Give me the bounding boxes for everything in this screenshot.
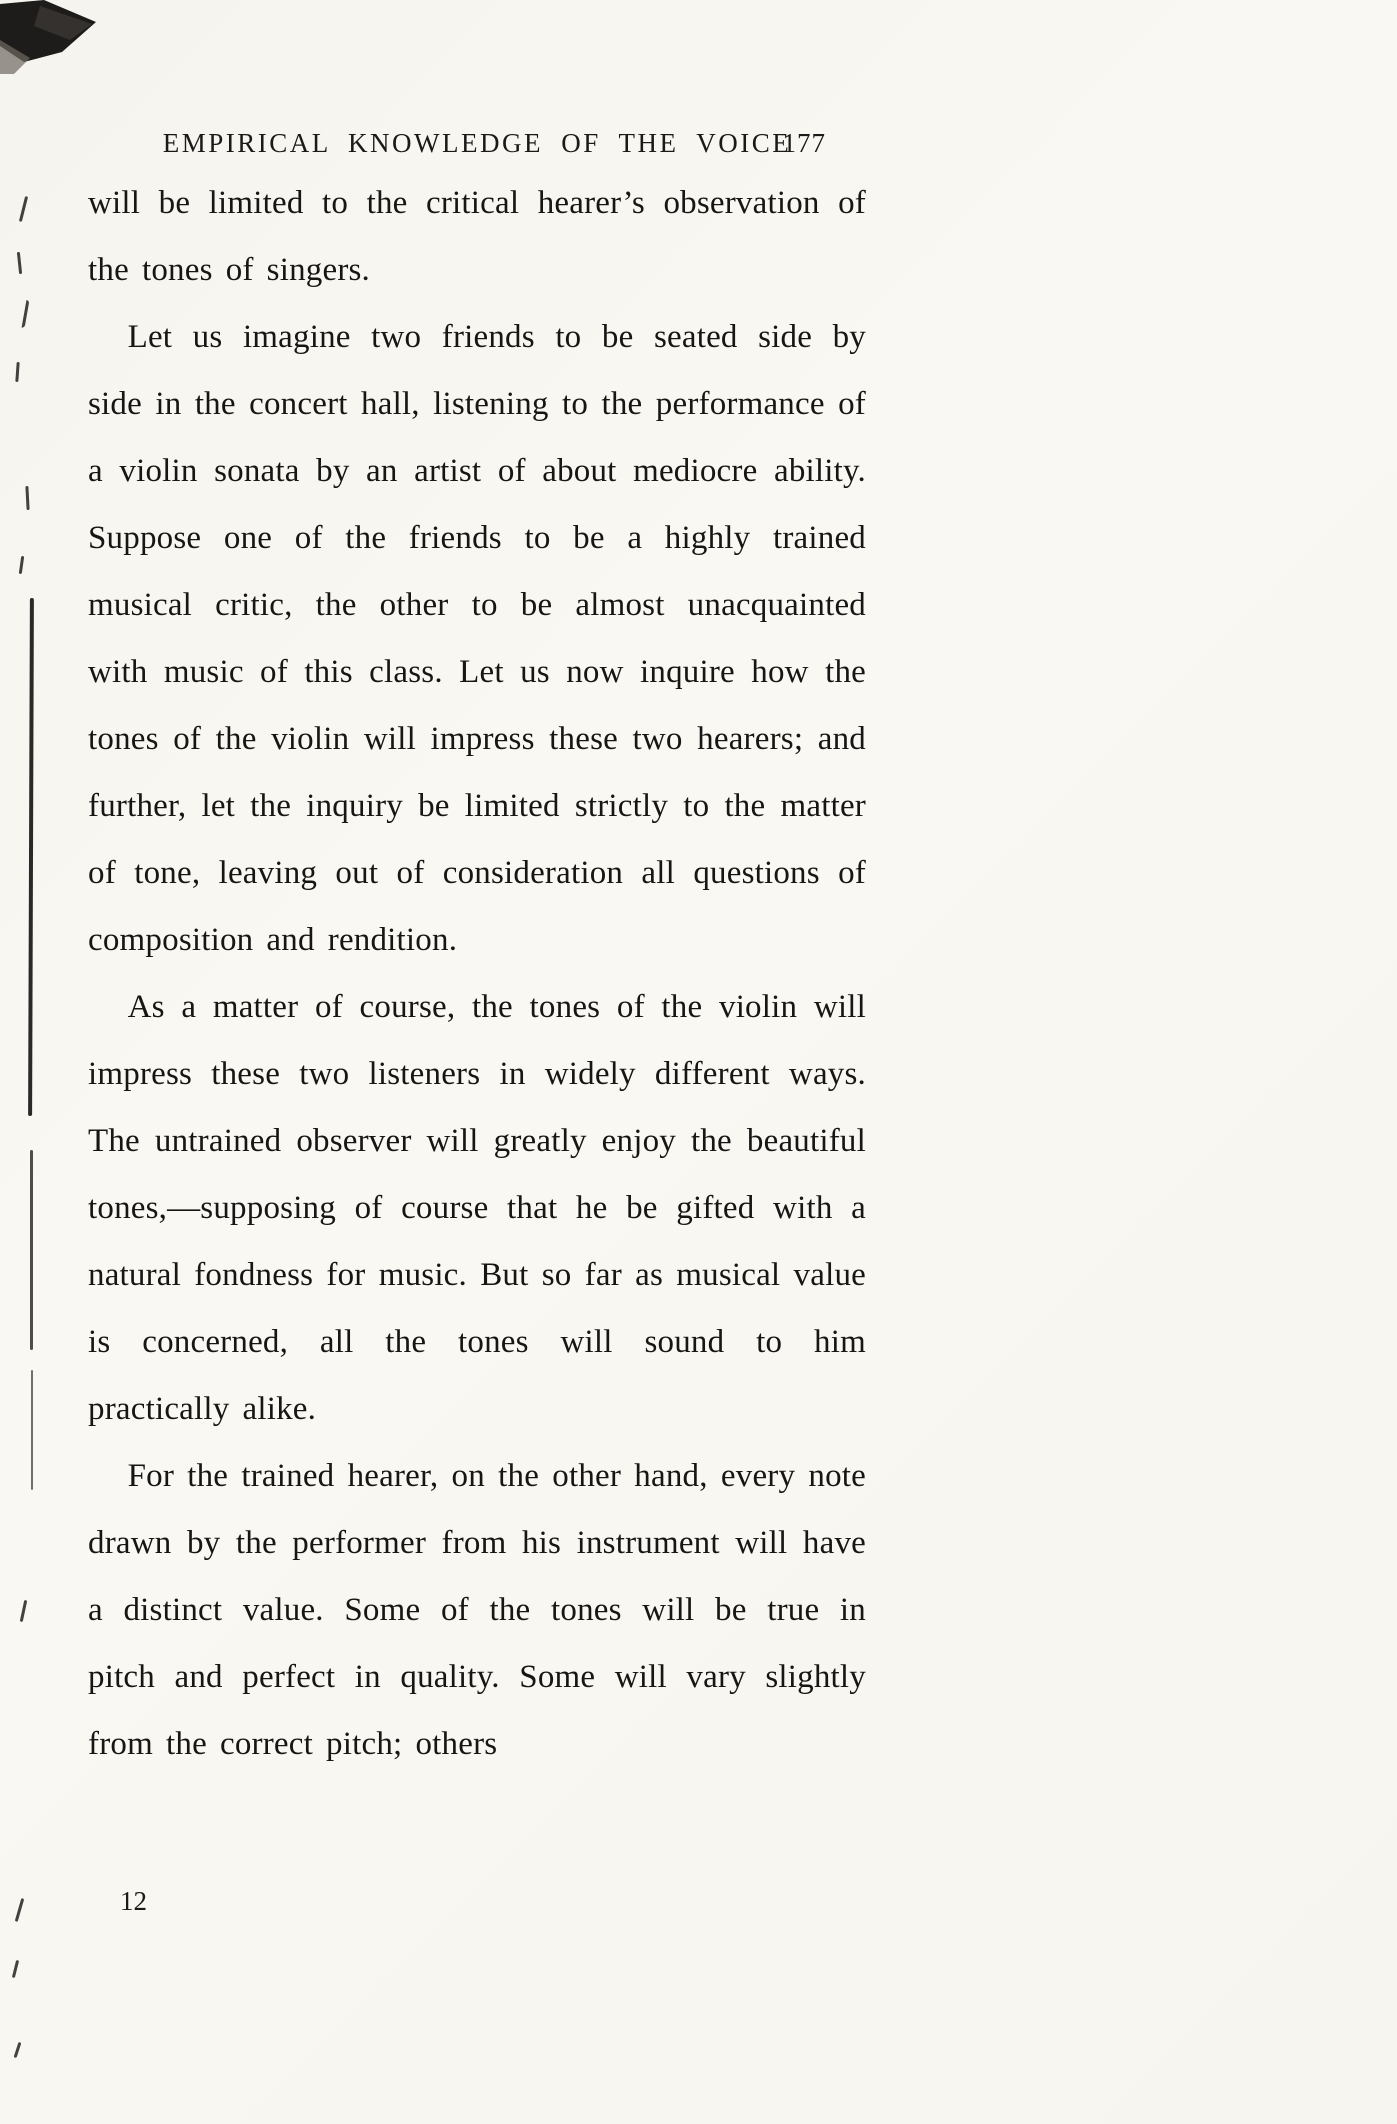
paragraph: For the trained hearer, on the other hand, every note drawn by the performer from his instrument will have a distinct value. Some of the tones will be true in pitch and perfect in quality. Some will vary slightly from the correct pitch; others — [88, 1458, 866, 1762]
scan-artifact-mark — [14, 2042, 22, 2058]
scan-artifact-mark — [20, 1600, 28, 1622]
body-text — [88, 170, 866, 1778]
running-title: EMPIRICAL KNOWLEDGE OF THE VOICE — [162, 128, 792, 158]
scan-artifact-mark — [25, 486, 29, 510]
signature-mark: 12 — [120, 1886, 147, 1916]
scan-artifact-edge-line — [28, 598, 34, 1116]
scan-artifact-mark — [12, 1960, 19, 1978]
scan-artifact-mark — [19, 556, 24, 574]
page-number: 177 — [782, 128, 826, 158]
scan-artifact-mark — [19, 196, 28, 222]
scan-artifact-mark — [30, 1150, 33, 1350]
page-header — [88, 128, 866, 168]
paragraph: As a matter of course, the tones of the violin will impress these two listeners in widely different ways. The untrained observer will greatly enjoy the beautiful tones,—supposing of course that he be gifted with a natural fondness for music. But so far as musical value is concerned, all the tones will sound to him practically alike. — [88, 989, 866, 1427]
paragraph: will be limited to the critical hearer’s observation of the tones of singers. — [88, 185, 866, 288]
scan-artifact-mark — [31, 1370, 33, 1490]
paragraph: Let us imagine two friends to be seated side by side in the concert hall, listening to the performance of a violin sonata by an artist of about mediocre ability. Suppose one of the friends to be a highly trained musical critic, the other to be almost unacquainted with music of this class. Let us now inquire how the tones of the violin will impress these two hearers; and further, let the inquiry be limited strictly to the matter of tone, leaving out of consideration all questions of composition and rendition. — [88, 319, 866, 958]
scan-artifact-mark — [15, 1898, 24, 1922]
scan-artifact-corner — [0, 0, 110, 75]
scan-artifact-mark — [17, 252, 22, 274]
scan-artifact-mark — [22, 300, 30, 328]
scan-artifact-mark — [15, 362, 19, 382]
